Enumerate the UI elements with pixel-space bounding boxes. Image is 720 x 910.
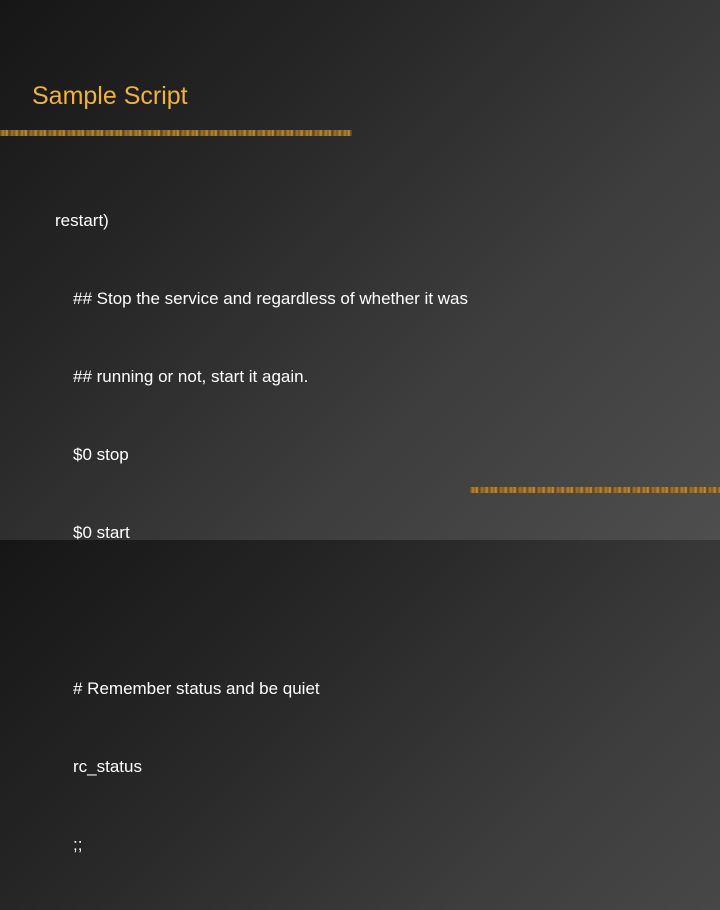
code-line: ;; [73,835,83,854]
code-line [55,598,468,624]
code-line: $0 start [73,523,130,542]
code-line: # Remember status and be quiet [73,679,320,698]
code-block [55,156,468,910]
code-line: ## running or not, start it again. [73,367,309,386]
footer-divider [470,487,720,493]
code-line: ## Stop the service and regardless of whether it was [73,289,468,308]
title-divider [0,130,352,136]
code-line: $0 stop [73,445,129,464]
code-line: rc_status [73,757,142,776]
slide-title: Sample Script [32,82,188,110]
code-line: restart) [55,211,109,230]
